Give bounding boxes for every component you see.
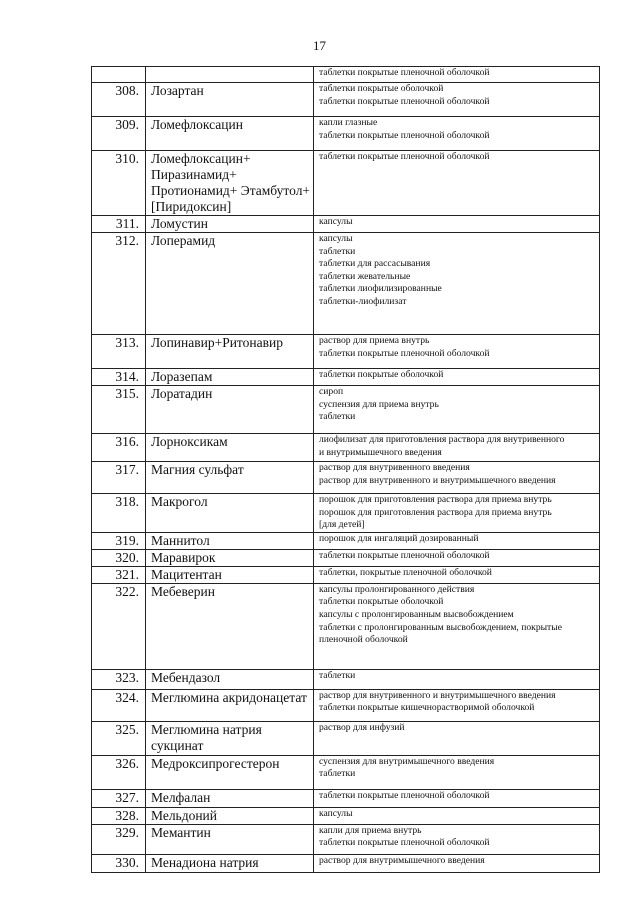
dosage-forms-cell xyxy=(314,151,600,216)
drug-name-cell xyxy=(146,386,314,434)
dosage-form: суспензия для внутримышечного введения xyxy=(319,755,495,767)
dosage-form: суспензия для приема внутрь xyxy=(319,398,439,410)
dosage-forms-cell xyxy=(314,369,600,386)
table-row xyxy=(92,583,600,669)
dosage-forms-cell xyxy=(314,434,600,462)
dosage-forms-cell xyxy=(314,532,600,549)
table-row xyxy=(92,462,600,494)
table-row xyxy=(92,369,600,386)
drug-name: Мельдоний xyxy=(151,807,218,823)
drug-name-cell xyxy=(146,755,314,789)
row-number: 314. xyxy=(92,369,146,386)
row-number: 309. xyxy=(92,117,146,151)
row-number: 321. xyxy=(92,566,146,583)
dosage-form: капсулы с пролонгированным высвобождением xyxy=(319,608,514,620)
drug-name: Маннитол xyxy=(151,532,210,548)
dosage-form: таблетки покрытые пленочной оболочкой xyxy=(319,95,490,107)
dosage-form: капсулы пролонгированного действия xyxy=(319,583,475,595)
drug-name-cell xyxy=(146,721,314,755)
dosage-forms-cell xyxy=(314,721,600,755)
dosage-form: пленочной оболочкой xyxy=(319,634,408,646)
drug-name: Меглюмина акридонацетат xyxy=(151,689,307,705)
dosage-forms-cell xyxy=(314,216,600,233)
dosage-form: раствор для приема внутрь xyxy=(319,335,430,346)
table-row xyxy=(92,689,600,721)
page-number: 17 xyxy=(313,38,326,53)
drug-name-cell xyxy=(146,233,314,335)
table-row xyxy=(92,854,600,872)
drug-name: Макрогол xyxy=(151,494,208,509)
drug-name-cell xyxy=(146,151,314,216)
dosage-forms-cell xyxy=(314,824,600,854)
row-number: 323. xyxy=(92,669,146,689)
drug-name-cell xyxy=(146,67,314,83)
table-row xyxy=(92,755,600,789)
dosage-form: [для детей] xyxy=(319,519,365,531)
dosage-form: раствор для внутривенного и внутримышечного введения xyxy=(319,474,556,486)
dosage-forms-cell xyxy=(314,67,600,83)
row-number: 316. xyxy=(92,434,146,462)
drug-name: Мебендазол xyxy=(151,669,221,685)
dosage-form: таблетки-лиофилизат xyxy=(319,295,407,307)
row-number: 329. xyxy=(92,824,146,854)
drug-name-cell xyxy=(146,583,314,669)
dosage-form: таблетки покрытые пленочной оболочкой xyxy=(319,347,490,359)
drug-name-cell xyxy=(146,549,314,566)
row-number: 326. xyxy=(92,755,146,789)
dosage-form: таблетки покрытые пленочной оболочкой xyxy=(319,129,490,141)
dosage-form: таблетки покрытые пленочной оболочкой xyxy=(319,549,490,561)
dosage-form: капли глазные xyxy=(319,117,378,128)
dosage-forms-cell xyxy=(314,335,600,369)
drug-name: Мемантин xyxy=(151,824,211,840)
drug-name-cell xyxy=(146,807,314,824)
drug-name-cell xyxy=(146,434,314,462)
drug-name: Менадиона натрия xyxy=(151,854,259,870)
drug-name: Меглюмина натрия xyxy=(151,721,262,737)
dosage-form: таблетки, покрытые пленочной оболочкой xyxy=(319,566,492,578)
dosage-form: порошок для ингаляций дозированный xyxy=(319,532,479,544)
drug-name: Маравирок xyxy=(151,549,216,565)
row-number: 318. xyxy=(92,494,146,533)
dosage-form: таблетки покрытые пленочной оболочкой xyxy=(319,67,490,78)
dosage-forms-cell xyxy=(314,789,600,807)
table-row xyxy=(92,117,600,151)
drug-name: Медроксипрогестерон xyxy=(151,755,280,771)
drug-name-cell xyxy=(146,216,314,233)
drug-name: Мебеверин xyxy=(151,583,215,599)
drug-name: Магния сульфат xyxy=(151,462,244,477)
drug-name-cell xyxy=(146,566,314,583)
dosage-form: раствор для инфузий xyxy=(319,721,405,733)
drug-name: Лоперамид xyxy=(151,233,216,248)
dosage-forms-cell xyxy=(314,583,600,669)
dosage-forms-cell xyxy=(314,386,600,434)
table-row xyxy=(92,233,600,335)
drug-name-cell xyxy=(146,117,314,151)
row-number: 317. xyxy=(92,462,146,494)
dosage-form: раствор для внутривенного и внутримышечного введения xyxy=(319,689,556,701)
dosage-forms-cell xyxy=(314,755,600,789)
drug-name: Ломефлоксацин xyxy=(151,117,243,132)
drug-name-cell xyxy=(146,462,314,494)
drug-name: Протионамид+ Этамбутол+ xyxy=(151,183,311,198)
dosage-forms-cell xyxy=(314,83,600,117)
drug-name-cell xyxy=(146,532,314,549)
row-number: 311. xyxy=(92,216,146,233)
table-row xyxy=(92,151,600,216)
dosage-form: раствор для внутривенного введения xyxy=(319,462,470,473)
dosage-form: таблетки для рассасывания xyxy=(319,258,431,270)
dosage-form: и внутримышечного введения xyxy=(319,446,442,458)
dosage-form: сироп xyxy=(319,386,344,397)
drug-name-cell xyxy=(146,669,314,689)
dosage-form: таблетки лиофилизированные xyxy=(319,283,442,295)
table-row xyxy=(92,83,600,117)
row-number: 327. xyxy=(92,789,146,807)
table-row xyxy=(92,67,600,83)
drug-name: Пиразинамид+ xyxy=(151,167,237,182)
dosage-form: таблетки покрытые пленочной оболочкой xyxy=(319,151,490,162)
drug-name-cell xyxy=(146,494,314,533)
table-row xyxy=(92,566,600,583)
drug-name-cell xyxy=(146,335,314,369)
row-number: 315. xyxy=(92,386,146,434)
drug-list-table xyxy=(91,66,600,873)
dosage-forms-cell xyxy=(314,549,600,566)
row-number: 322. xyxy=(92,583,146,669)
dosage-form: капсулы xyxy=(319,216,353,227)
drug-name: Мелфалан xyxy=(151,789,211,805)
dosage-forms-cell xyxy=(314,233,600,335)
table-row xyxy=(92,789,600,807)
row-number: 330. xyxy=(92,854,146,872)
dosage-forms-cell xyxy=(314,807,600,824)
dosage-form: капли для приема внутрь xyxy=(319,824,422,836)
dosage-forms-cell xyxy=(314,117,600,151)
row-number: 325. xyxy=(92,721,146,755)
row-number: 324. xyxy=(92,689,146,721)
drug-name-cell xyxy=(146,789,314,807)
dosage-form: таблетки жевательные xyxy=(319,270,411,282)
dosage-forms-cell xyxy=(314,494,600,533)
row-number: 328. xyxy=(92,807,146,824)
table-row xyxy=(92,669,600,689)
table-row xyxy=(92,335,600,369)
drug-name: Лозартан xyxy=(151,83,204,98)
dosage-form: таблетки xyxy=(319,245,356,257)
table-row xyxy=(92,494,600,533)
dosage-form: капсулы xyxy=(319,233,353,244)
dosage-form: капсулы xyxy=(319,807,353,819)
dosage-form: таблетки с пролонгированным высвобождением, покрытые xyxy=(319,621,562,633)
table-row xyxy=(92,807,600,824)
dosage-form: таблетки xyxy=(319,411,356,423)
drug-name-cell xyxy=(146,689,314,721)
row-number xyxy=(92,67,146,83)
drug-name: [Пиридоксин] xyxy=(151,199,232,214)
dosage-forms-cell xyxy=(314,566,600,583)
table-row xyxy=(92,549,600,566)
drug-name-cell xyxy=(146,824,314,854)
table-row xyxy=(92,216,600,233)
drug-list-body xyxy=(92,67,600,873)
table-row xyxy=(92,824,600,854)
dosage-form: таблетки покрытые оболочкой xyxy=(319,83,444,94)
table-row xyxy=(92,434,600,462)
row-number: 313. xyxy=(92,335,146,369)
dosage-forms-cell xyxy=(314,669,600,689)
row-number: 310. xyxy=(92,151,146,216)
dosage-form: таблетки покрытые пленочной оболочкой xyxy=(319,837,490,849)
drug-name: Лорноксикам xyxy=(151,434,228,449)
dosage-form: таблетки xyxy=(319,768,356,780)
dosage-form: таблетки покрытые оболочкой xyxy=(319,369,444,380)
row-number: 319. xyxy=(92,532,146,549)
drug-name: Лоразепам xyxy=(151,369,213,384)
dosage-form: таблетки покрытые кишечнорастворимой оболочкой xyxy=(319,702,535,714)
row-number: 312. xyxy=(92,233,146,335)
table-row xyxy=(92,532,600,549)
dosage-form: порошок для приготовления раствора для приема внутрь xyxy=(319,506,552,518)
drug-name: Лоратадин xyxy=(151,386,213,401)
drug-name: сукцинат xyxy=(151,737,204,753)
dosage-form: таблетки покрытые оболочкой xyxy=(319,596,444,608)
drug-name-cell xyxy=(146,854,314,872)
table-row xyxy=(92,721,600,755)
dosage-forms-cell xyxy=(314,689,600,721)
dosage-form: таблетки xyxy=(319,669,356,681)
row-number: 308. xyxy=(92,83,146,117)
drug-name-cell xyxy=(146,83,314,117)
drug-name: Лопинавир+Ритонавир xyxy=(151,335,283,350)
dosage-form: лиофилизат для приготовления раствора для внутривенного xyxy=(319,434,565,445)
drug-name: Ломефлоксацин+ xyxy=(151,151,251,166)
row-number: 320. xyxy=(92,549,146,566)
dosage-form: порошок для приготовления раствора для приема внутрь xyxy=(319,494,552,505)
drug-name: Ломустин xyxy=(151,216,208,231)
drug-name: Мацитентан xyxy=(151,566,222,582)
drug-name-cell xyxy=(146,369,314,386)
dosage-form: таблетки покрытые пленочной оболочкой xyxy=(319,789,490,801)
dosage-form: раствор для внутримышечного введения xyxy=(319,854,485,866)
dosage-forms-cell xyxy=(314,462,600,494)
dosage-forms-cell xyxy=(314,854,600,872)
table-row xyxy=(92,386,600,434)
